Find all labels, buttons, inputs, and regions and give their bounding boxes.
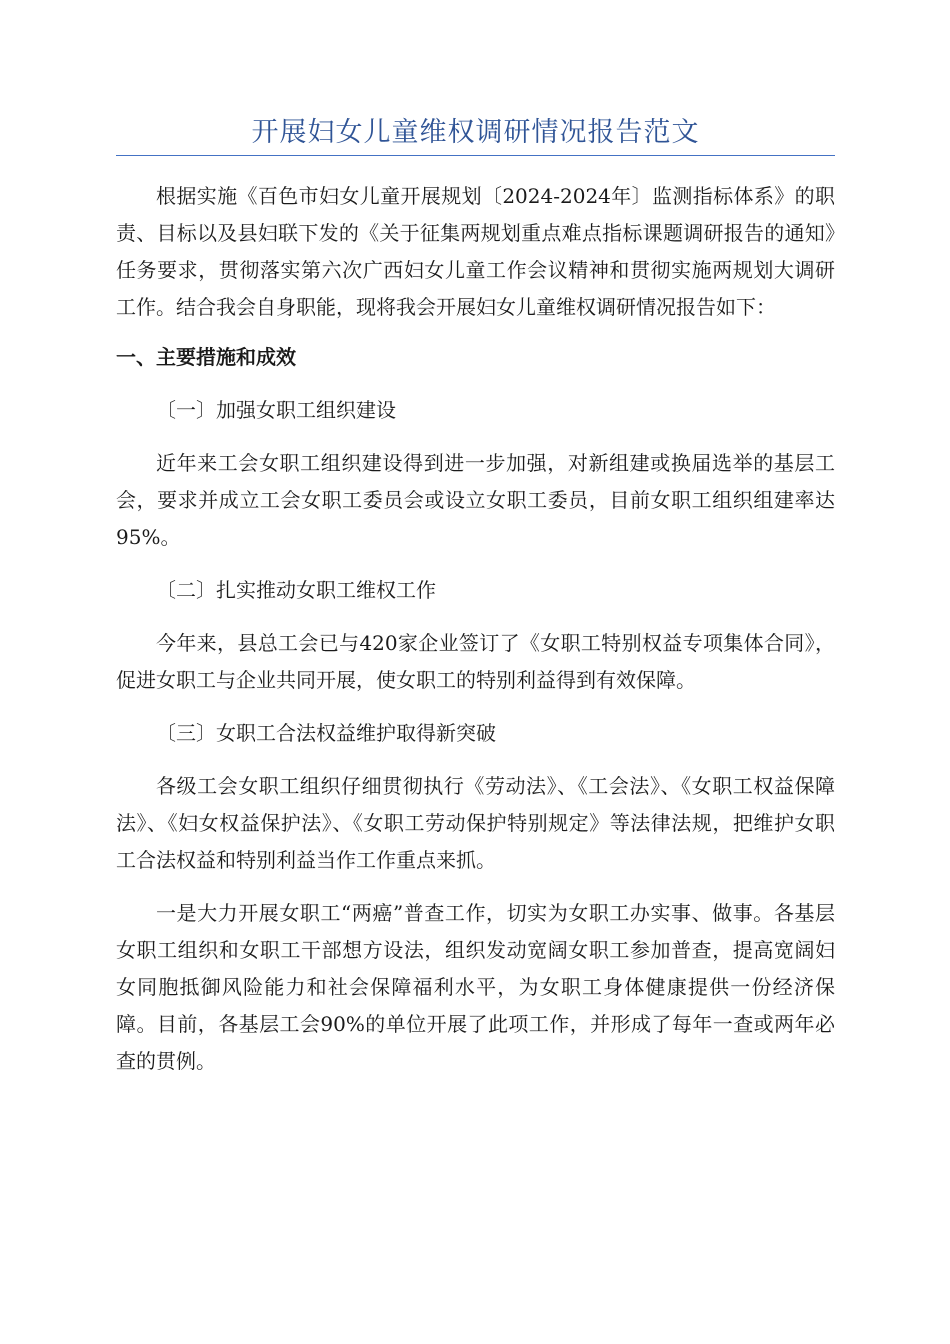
subheading-2: 〔二〕扎实推动女职工维权工作 — [156, 578, 436, 602]
intro-paragraph: 根据实施《百色市妇女儿童开展规划〔2024-2024年〕监测指标体系》的职责、目标以及县妇联下发的《关于征集两规划重点难点指标课题调研报告的通知》任务要求，贯彻落实第六次广西妇女儿童工作会议精神和贯彻实施两规划大调研工作。结合我会自身职能，现将我会开展妇女儿童维权调研情况报告如下： — [116, 184, 835, 319]
title-underline — [116, 155, 835, 156]
paragraph-sub3-1: 各级工会女职工组织仔细贯彻执行《劳动法》、《工会法》、《女职工权益保障法》、《妇女权益保护法》、《女职工劳动保护特别规定》等法律法规，把维护女职工合法权益和特别利益当作工作重点来抓。 — [116, 774, 835, 872]
paragraph-sub3-2: 一是大力开展女职工“两癌”普查工作，切实为女职工办实事、做事。各基层女职工组织和女职工干部想方设法，组织发动宽阔女职工参加普查，提高宽阔妇女同胞抵御风险能力和社会保障福利水平，为女职工身体健康提供一份经济保障。目前，各基层工会90%的单位开展了此项工作，并形成了每年一查或两年必查的贯例。 — [116, 901, 835, 1073]
paragraph-sub2: 今年来，县总工会已与420家企业签订了《女职工特别权益专项集体合同》，促进女职工与企业共同开展，使女职工的特别利益得到有效保障。 — [116, 631, 835, 692]
document-title: 开展妇女儿童维权调研情况报告范文 — [251, 117, 700, 148]
paragraph-sub1: 近年来工会女职工组织建设得到进一步加强，对新组建或换届选举的基层工会，要求并成立工会女职工委员会或设立女职工委员，目前女职工组织组建率达95%。 — [116, 451, 835, 549]
section-heading-1: 一、主要措施和成效 — [116, 345, 296, 369]
document-page — [116, 112, 835, 1080]
subheading-3: 〔三〕女职工合法权益维护取得新突破 — [156, 721, 496, 745]
subheading-1: 〔一〕加强女职工组织建设 — [156, 398, 396, 422]
